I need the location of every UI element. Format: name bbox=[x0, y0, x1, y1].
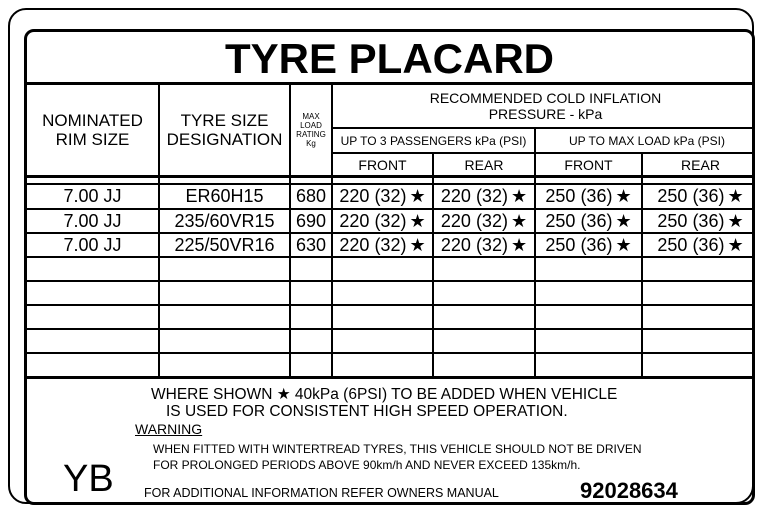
placard-code: YB bbox=[63, 458, 114, 500]
row-3-front-3p: 220 (32) ★ bbox=[339, 234, 426, 255]
header-front-1: FRONT bbox=[358, 156, 407, 173]
placard-inner-frame bbox=[24, 29, 755, 505]
rule-row-7 bbox=[27, 352, 755, 354]
rule-row-4 bbox=[27, 280, 755, 282]
row-3-rim: 7.00 JJ bbox=[63, 234, 122, 255]
header-max-load-group: UP TO MAX LOAD kPa (PSI) bbox=[568, 133, 726, 148]
header-rear-1: REAR bbox=[464, 156, 504, 173]
header-pressure: RECOMMENDED COLD INFLATION PRESSURE - kPa bbox=[429, 90, 662, 122]
row-3-load: 630 bbox=[295, 234, 327, 255]
row-1-rear-max: 250 (36) ★ bbox=[657, 186, 744, 206]
header-3-passengers: UP TO 3 PASSENGERS kPa (PSI) bbox=[340, 133, 527, 148]
row-3-front-max: 250 (36) ★ bbox=[545, 234, 632, 255]
row-3-tyre: 225/50VR16 bbox=[174, 234, 275, 255]
row-1-rim: 7.00 JJ bbox=[63, 186, 122, 206]
star-icon: ★ bbox=[510, 186, 528, 206]
footer-text: FOR ADDITIONAL INFORMATION REFER OWNERS MANUAL bbox=[144, 486, 499, 500]
header-front-2: FRONT bbox=[564, 156, 613, 173]
row-2-rear-3p: 220 (32) ★ bbox=[440, 210, 528, 231]
rule-header bbox=[27, 175, 755, 178]
row-1-front-max: 250 (36) ★ bbox=[545, 186, 632, 206]
star-icon: ★ bbox=[510, 234, 528, 255]
header-max-load: MAX LOAD RATING Kg bbox=[296, 112, 326, 148]
row-1-tyre: ER60H15 bbox=[185, 186, 264, 206]
star-icon: ★ bbox=[409, 210, 426, 231]
row-1-load: 680 bbox=[295, 186, 327, 206]
row-3-rear-3p: 220 (32) ★ bbox=[440, 234, 528, 255]
row-2-tyre: 235/60VR15 bbox=[174, 210, 275, 231]
star-icon: ★ bbox=[510, 210, 528, 231]
rule-row-6 bbox=[27, 328, 755, 330]
row-2-rim: 7.00 JJ bbox=[63, 210, 122, 231]
placard-title: TYRE PLACARD bbox=[224, 35, 554, 82]
row-3-rear-max: 250 (36) ★ bbox=[657, 234, 744, 255]
star-icon: ★ bbox=[409, 186, 426, 206]
star-icon: ★ bbox=[615, 234, 632, 255]
row-2-load: 690 bbox=[295, 210, 327, 231]
rule-row-3 bbox=[27, 256, 755, 258]
header-tyre-size: TYRE SIZE DESIGNATION bbox=[166, 111, 283, 149]
warning-title: WARNING bbox=[135, 421, 203, 437]
header-rear-2: REAR bbox=[681, 156, 720, 173]
row-2-front-3p: 220 (32) ★ bbox=[339, 210, 426, 231]
star-icon: ★ bbox=[409, 234, 426, 255]
warning-line-2: FOR PROLONGED PERIODS ABOVE 90km/h AND NEVER EXCEED 135km/h. bbox=[153, 458, 581, 472]
warning-line-1: WHEN FITTED WITH WINTERTREAD TYRES, THIS VEHICLE SHOULD NOT BE DRIVEN bbox=[153, 442, 642, 456]
star-icon: ★ bbox=[615, 186, 632, 206]
row-1-rear-3p: 220 (32) ★ bbox=[440, 186, 528, 206]
tyre-placard bbox=[8, 8, 754, 504]
star-icon: ★ bbox=[615, 210, 632, 231]
rule-row-5 bbox=[27, 304, 755, 306]
header-rim-size: NOMINATED RIM SIZE bbox=[42, 111, 143, 149]
row-1-front-3p: 220 (32) ★ bbox=[339, 186, 426, 206]
part-number: 92028634 bbox=[580, 478, 678, 503]
star-icon: ★ bbox=[727, 210, 744, 231]
note-line-1: WHERE SHOWN ★ 40kPa (6PSI) TO BE ADDED WHEN VEHICLE bbox=[151, 386, 618, 403]
note-line-2: IS USED FOR CONSISTENT HIGH SPEED OPERATION. bbox=[166, 403, 568, 420]
row-2-rear-max: 250 (36) ★ bbox=[657, 210, 744, 231]
star-icon: ★ bbox=[727, 234, 744, 255]
star-icon: ★ bbox=[727, 186, 744, 206]
row-2-front-max: 250 (36) ★ bbox=[545, 210, 632, 231]
rule-table-bottom bbox=[27, 376, 755, 379]
